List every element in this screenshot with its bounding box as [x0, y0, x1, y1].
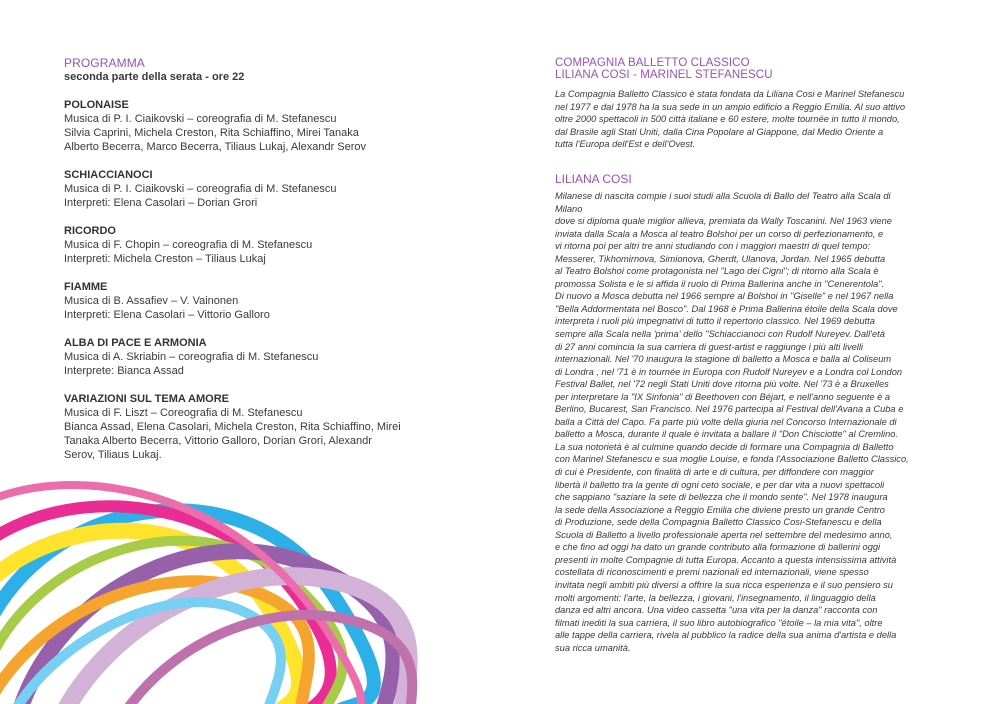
piece-variazioni — [64, 392, 444, 462]
programma-title: PROGRAMMA — [64, 56, 145, 70]
bio-line: e che fino ad oggi ha dato un grande contributo alla formazione di ballerini oggi — [555, 542, 881, 553]
programma-subtitle: seconda parte della serata - ore 22 — [64, 71, 245, 83]
piece-title: VARIAZIONI SUL TEMA AMORE — [64, 393, 229, 405]
bio-line: per interpretare la "IX Sinfonia" di Beethoven con Béjart, e nell'anno seguente è a — [555, 391, 891, 402]
compagnia-title: COMPAGNIA BALLETTO CLASSICO — [555, 57, 750, 69]
piece-line: Interpreti: Elena Casolari – Vittorio Galloro — [64, 309, 270, 321]
bio-line: Messerer, Tikhomirnova, Simionova, Gherdt, Ulanova, Jordan. Nel 1965 debutta — [555, 253, 886, 264]
programma-header — [64, 57, 444, 84]
bio-line: sua ricca umanità. — [555, 642, 631, 653]
piece-polonaise — [64, 98, 444, 154]
liliana-bio — [555, 190, 950, 654]
piece-line: Interprete: Bianca Assad — [64, 365, 184, 377]
piece-line: Alberto Becerra, Marco Becerra, Tiliaus Lukaj, Alexandr Serov — [64, 141, 367, 153]
piece-line: Interpreti: Michela Creston – Tiliaus Lukaj — [64, 253, 266, 265]
bio-line: Di nuovo a Mosca debutta nel 1966 sempre al Bolshoi in "Giselle" e nel 1967 nella — [555, 291, 894, 302]
bio-line: promossa Solista e le si affida il ruolo di Prima Ballerina anche in "Cenerentola". — [555, 278, 885, 289]
piece-line: Silvia Caprini, Michela Creston, Rita Schiaffino, Mirei Tanaka — [64, 127, 359, 139]
bio-line: Berlino, Bucarest, San Francisco. Nel 1976 partecipa al Festival dell'Avana a Cuba e — [555, 404, 904, 415]
piece-title: FIAMME — [64, 281, 108, 293]
bio-line: costellata di riconoscimenti e premi nazionali ed internazionali, viene spesso — [555, 567, 869, 578]
bio-line: danza ed altri ancora. Una video cassetta "una vita per la danza" racconta con — [555, 605, 878, 616]
intro-line: dal Brasile agli Stati Uniti, dalla Cina Popolare al Giappone, dal Medio Oriente a — [555, 126, 884, 137]
intro-line: oltre 2000 spettacoli in 500 città italiane e 60 estere, molte tournée in tutto il mondo, — [555, 114, 900, 125]
bio-line: vi ritorna poi per altri tre anni studiando con i maggiori maestri di quel tempo: — [555, 241, 871, 252]
piece-title: RICORDO — [64, 225, 116, 237]
piece-line: Musica di B. Assafiev – V. Vainonen — [64, 295, 239, 307]
bio-line: di cui è Presidente, con finalità di arte e di cultura, per diffondere con maggior — [555, 467, 874, 478]
compagnia-subtitle: LILIANA COSI - MARINEL STEFANESCU — [555, 69, 773, 81]
piece-line: Musica di P. I. Ciaikovski – coreografia di M. Stefanescu — [64, 113, 337, 125]
intro-line: nel 1977 e dal 1978 ha la sua sede in un ampio edificio a Reggio Emilia. Al suo attivo — [555, 101, 906, 112]
bio-line: balla a Città del Capo. Fa parte più volte della giuria nel Concorso Internazionale di — [555, 416, 897, 427]
bio-line: filmati inediti la sua carriera, il suo libro autobiografico "étoile – la mia vita", oltre — [555, 617, 883, 628]
piece-line: Tanaka Alberto Becerra, Vittorio Galloro, Dorian Grori, Alexandr — [64, 435, 372, 447]
bio-line: "Bella Addormentata nel Bosco". Dal 1968 è Prima Ballerina étoile della Scala dove — [555, 303, 898, 314]
intro-line: La Compagnia Balletto Classico è stata fondata da Liliana Cosi e Marinel Stefanescu — [555, 89, 905, 99]
bio-line: al Teatro Bolshoi come protagonista nel "Lago dei Cigni"; di ritorno alla Scala è — [555, 266, 879, 277]
bio-line: Scuola di Balletto a livello professionale aperta nel settembre del medesimo anno, — [555, 529, 893, 540]
compagnia-header — [555, 57, 965, 81]
liliana-title: LILIANA COSI — [555, 172, 632, 186]
piece-line: Musica di P. I. Ciaikovski – coreografia di M. Stefanescu — [64, 183, 337, 195]
piece-fiamme — [64, 280, 444, 322]
bio-line: balletto a Mosca, durante il quale è invitata a ballare il "Don Chisciotte" al Cremlino. — [555, 429, 899, 440]
right-page — [496, 0, 992, 704]
bio-line: interpreta i ruoli più impegnativi di tutto il repertorio classico. Nel 1969 debutta — [555, 316, 875, 327]
piece-line: Musica di F. Liszt – Coreografia di M. Stefanescu — [64, 407, 303, 419]
bio-line: libertà il balletto tra la gente di ogni ceto sociale, e per dar vita a nuovi spettacoli — [555, 479, 885, 490]
bio-line: sempre alla Scala nella 'prima' dello "Schiaccianoci con Rudolf Nureyev. Dall'età — [555, 329, 885, 340]
bio-line: molti argomenti: l'arte, la bellezza, i giovani, l'insegnamento, il linguaggio della — [555, 592, 876, 603]
decorative-ribbons — [0, 470, 420, 704]
programma-pieces — [64, 98, 444, 476]
bio-line: di Produzione, sede della Compagnia Balletto Classico Cosi-Stefanescu e della — [555, 517, 882, 528]
piece-title: ALBA DI PACE E ARMONIA — [64, 337, 207, 349]
piece-title: POLONAISE — [64, 99, 129, 111]
piece-alba-di-pace — [64, 336, 444, 378]
piece-line: Musica di A. Skriabin – coreografia di M. Stefanescu — [64, 351, 319, 363]
bio-line: alle tappe della carriera, rivela al pubblico la radice della sua anima d'artista e della — [555, 630, 897, 641]
bio-line: di 27 anni comincia la sua carriera di guest-artist e raggiunge i più alti livelli — [555, 341, 863, 352]
bio-line: Milano — [555, 203, 583, 214]
bio-line: che sappiano "saziare la sete di bellezza che il mondo sente". Nel 1978 inaugura — [555, 492, 888, 503]
bio-line: la sede della Associazione a Reggio Emilia che diviene presto un grande Centro — [555, 504, 885, 515]
intro-line: tutta l'Europa dell'Est e dell'Ovest. — [555, 139, 696, 150]
piece-line: Interpreti: Elena Casolari – Dorian Grori — [64, 197, 258, 209]
bio-line: Festival Ballet, nel '72 negli Stati Uniti dove ritorna più volte. Nel '73 è a Bruxelles — [555, 379, 889, 390]
compagnia-intro — [555, 88, 950, 151]
bio-line: con Marinel Stefanescu e sua moglie Louise, e fonda l'Associazione Balletto Classico, — [555, 454, 909, 465]
piece-line: Musica di F. Chopin – coreografia di M. Stefanescu — [64, 239, 313, 251]
piece-title: SCHIACCIANOCI — [64, 169, 153, 181]
bio-line: di Londra , nel '71 è in tournée in Europa con Rudolf Nureyev e a Londra col London — [555, 366, 903, 377]
piece-line: Serov, Tiliaus Lukaj. — [64, 449, 162, 461]
piece-ricordo — [64, 224, 444, 266]
piece-line: Bianca Assad, Elena Casolari, Michela Creston, Rita Schiaffino, Mirei — [64, 421, 401, 433]
bio-line: La sua notorietà è al culmine quando decide di formare una Compagnia di Balletto — [555, 441, 894, 452]
bio-line: inviata dalla Scala a Mosca al teatro Bolshoi per un corso di perfezionamento, e — [555, 228, 884, 239]
piece-schiaccianoci — [64, 168, 444, 210]
bio-line: invitata negli ambiti più diversi a offrire la sua ricca esperienza e il suo pensiero su — [555, 579, 893, 590]
bio-line: presenti in molte Compagnie di tutta Europa. Accanto a questa intensissima attività — [555, 554, 897, 565]
bio-line: internazionali. Nel '70 inaugura la stagione di balletto a Mosca e balla al Coliseum — [555, 354, 892, 365]
bio-line: Milanese di nascita compie i suoi studi alla Scuola di Ballo del Teatro alla Scala di — [555, 191, 891, 201]
bio-line: dove si diploma quale miglior allieva, premiata da Wally Toscanini. Nel 1963 viene — [555, 216, 892, 227]
